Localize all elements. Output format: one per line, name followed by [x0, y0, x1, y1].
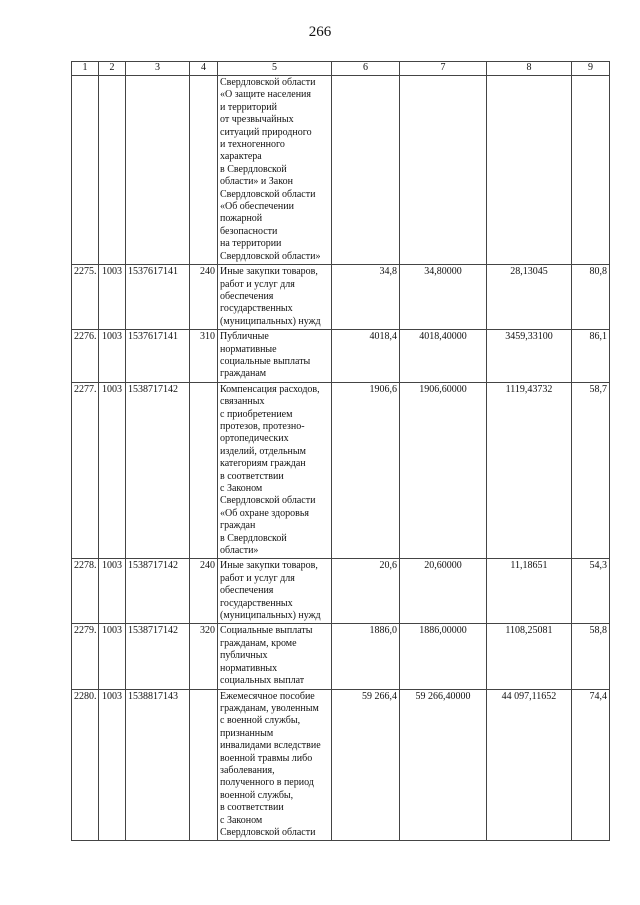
- target-code: 1538717142: [126, 559, 190, 624]
- col8-value: 28,13045: [487, 265, 572, 330]
- header-row: [72, 62, 610, 76]
- budget-table: [71, 61, 610, 841]
- expense-type: [190, 689, 218, 841]
- percent-value: 86,1: [572, 330, 610, 383]
- percent-value: 80,8: [572, 265, 610, 330]
- col7-value: 1906,60000: [400, 382, 487, 559]
- section-code: 1003: [99, 382, 126, 559]
- col-header: 8: [487, 62, 572, 76]
- col7-value: 1886,00000: [400, 624, 487, 689]
- table-row: [72, 559, 610, 624]
- col-header: 6: [332, 62, 400, 76]
- row-number: 2278.: [72, 559, 99, 624]
- table-row: [72, 689, 610, 841]
- col8-value: 44 097,11652: [487, 689, 572, 841]
- target-code: 1538817143: [126, 689, 190, 841]
- item-name: Иные закупки товаров, работ и услуг для обеспечения государственных (муниципальных) нужд: [218, 559, 332, 624]
- expense-type: 310: [190, 330, 218, 383]
- cell: [400, 76, 487, 265]
- cell: [126, 76, 190, 265]
- item-name: Публичные нормативные социальные выплаты гражданам: [218, 330, 332, 383]
- col-header: 9: [572, 62, 610, 76]
- expense-type: [190, 382, 218, 559]
- page-number: 266: [308, 24, 332, 40]
- item-name: Социальные выплаты гражданам, кроме публичных нормативных социальных выплат: [218, 624, 332, 689]
- cell: [190, 76, 218, 265]
- col-header: 3: [126, 62, 190, 76]
- col8-value: 1108,25081: [487, 624, 572, 689]
- row-number: 2275.: [72, 265, 99, 330]
- expense-type: 240: [190, 559, 218, 624]
- section-code: 1003: [99, 689, 126, 841]
- continuation-text: Свердловской области «О защите населения и территорий от чрезвычайных ситуаций природного и техногенного характера в Свердловской области» и Закон Свердловской области «Об обеспечении пожарной безопасности на территории Свердловской области»: [218, 76, 332, 265]
- col7-value: 4018,40000: [400, 330, 487, 383]
- col7-value: 34,80000: [400, 265, 487, 330]
- target-code: 1537617141: [126, 265, 190, 330]
- table-row: [72, 265, 610, 330]
- col7-value: 20,60000: [400, 559, 487, 624]
- section-code: 1003: [99, 330, 126, 383]
- expense-type: 320: [190, 624, 218, 689]
- cell: [99, 76, 126, 265]
- col6-value: 34,8: [332, 265, 400, 330]
- section-code: 1003: [99, 624, 126, 689]
- item-name: Компенсация расходов, связанных с приобретением протезов, протезно- ортопедических изделий, отдельным категориям граждан в соответствии с Законом Свердловской области «Об охране здоровья граждан в Свердловской области»: [218, 382, 332, 559]
- col-header: 5: [218, 62, 332, 76]
- percent-value: 58,8: [572, 624, 610, 689]
- cell: [72, 76, 99, 265]
- col-header: 4: [190, 62, 218, 76]
- row-number: 2279.: [72, 624, 99, 689]
- target-code: 1538717142: [126, 382, 190, 559]
- section-code: 1003: [99, 559, 126, 624]
- item-name: Иные закупки товаров, работ и услуг для обеспечения государственных (муниципальных) нужд: [218, 265, 332, 330]
- col6-value: 1886,0: [332, 624, 400, 689]
- col8-value: 1119,43732: [487, 382, 572, 559]
- col6-value: 4018,4: [332, 330, 400, 383]
- col8-value: 11,18651: [487, 559, 572, 624]
- table-row-continuation: [72, 76, 610, 265]
- percent-value: 54,3: [572, 559, 610, 624]
- cell: [572, 76, 610, 265]
- section-code: 1003: [99, 265, 126, 330]
- col6-value: 1906,6: [332, 382, 400, 559]
- table-row: [72, 330, 610, 383]
- col6-value: 20,6: [332, 559, 400, 624]
- row-number: 2277.: [72, 382, 99, 559]
- col6-value: 59 266,4: [332, 689, 400, 841]
- target-code: 1537617141: [126, 330, 190, 383]
- item-name: Ежемесячное пособие гражданам, уволенным с военной службы, признанным инвалидами вследствие военной травмы либо заболевания, полученного в период военной службы, в соответствии с Законом Свердловской области: [218, 689, 332, 841]
- cell: [332, 76, 400, 265]
- cell: [487, 76, 572, 265]
- col-header: 1: [72, 62, 99, 76]
- percent-value: 74,4: [572, 689, 610, 841]
- col-header: 2: [99, 62, 126, 76]
- target-code: 1538717142: [126, 624, 190, 689]
- expense-type: 240: [190, 265, 218, 330]
- table-row: [72, 382, 610, 559]
- col8-value: 3459,33100: [487, 330, 572, 383]
- col-header: 7: [400, 62, 487, 76]
- col7-value: 59 266,40000: [400, 689, 487, 841]
- row-number: 2280.: [72, 689, 99, 841]
- row-number: 2276.: [72, 330, 99, 383]
- table-row: [72, 624, 610, 689]
- percent-value: 58,7: [572, 382, 610, 559]
